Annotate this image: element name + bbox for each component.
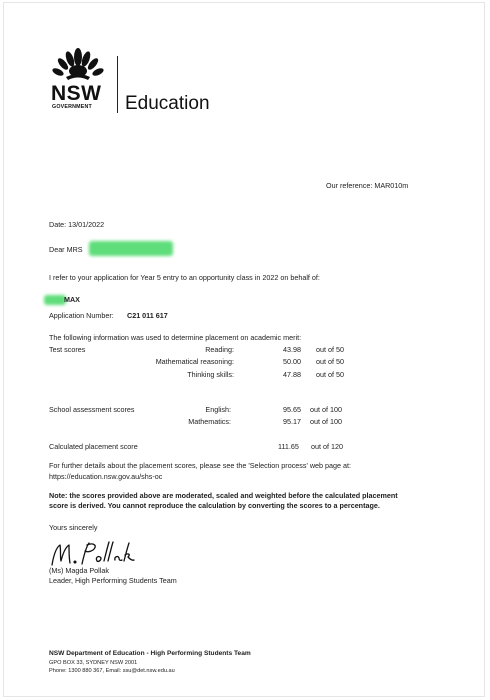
letter-page bbox=[3, 2, 485, 697]
math-reasoning-label: Mathematical reasoning: bbox=[155, 357, 234, 366]
government-wordmark: GOVERNMENT bbox=[52, 104, 92, 110]
redacted-surname bbox=[89, 241, 173, 256]
mathematics-label: Mathematics: bbox=[188, 417, 231, 426]
student-name: MAX bbox=[64, 295, 80, 304]
thinking-skills-label: Thinking skills: bbox=[187, 370, 234, 379]
footer-contact: Phone: 1300 880 367, Email: ssu@det.nsw.edu.au bbox=[49, 668, 175, 674]
test-scores-heading: Test scores bbox=[49, 345, 86, 354]
salutation: Dear MRS bbox=[49, 245, 83, 254]
letter-date: Date: 13/01/2022 bbox=[49, 220, 105, 229]
calculated-score: 111.65 bbox=[278, 442, 299, 451]
math-reasoning-out-of: out of 50 bbox=[316, 357, 344, 366]
our-reference: Our reference: MAR010m bbox=[326, 181, 409, 190]
application-number: C21 011 617 bbox=[127, 311, 168, 320]
redacted-first-name bbox=[44, 295, 66, 305]
intro-paragraph: I refer to your application for Year 5 entry to an opportunity class in 2022 on behalf of: bbox=[49, 273, 320, 282]
reading-score: 43.98 bbox=[283, 345, 301, 354]
signer-title: Leader, High Performing Students Team bbox=[49, 576, 177, 585]
calculated-label: Calculated placement score bbox=[49, 442, 138, 451]
footer-address: GPO BOX 33, SYDNEY NSW 2001 bbox=[49, 660, 138, 666]
math-reasoning-score: 50.00 bbox=[283, 357, 301, 366]
logo-divider bbox=[117, 56, 118, 113]
reading-out-of: out of 50 bbox=[316, 345, 344, 354]
handwritten-signature-icon bbox=[48, 539, 138, 569]
selection-process-link[interactable]: https://education.nsw.gov.au/shs-oc bbox=[49, 472, 163, 481]
english-score: 95.65 bbox=[283, 405, 301, 414]
nsw-wordmark: NSW bbox=[51, 82, 102, 105]
thinking-skills-score: 47.88 bbox=[283, 370, 301, 379]
footer-org: NSW Department of Education - High Performing Students Team bbox=[49, 650, 251, 657]
signer-name: (Ms) Magda Pollak bbox=[49, 566, 109, 575]
school-scores-heading: School assessment scores bbox=[49, 405, 135, 414]
mathematics-out-of: out of 100 bbox=[310, 417, 342, 426]
note-line-2: score is derived. You cannot reproduce the calculation by converting the scores to a percentage. bbox=[49, 501, 380, 510]
application-label: Application Number: bbox=[49, 311, 114, 320]
english-out-of: out of 100 bbox=[310, 405, 342, 414]
info-line: The following information was used to determine placement on academic merit: bbox=[49, 333, 302, 342]
department-name: Education bbox=[125, 93, 210, 114]
calculated-out-of: out of 120 bbox=[311, 442, 343, 451]
note-line-1: Note: the scores provided above are moderated, scaled and weighted before the calculated placement bbox=[49, 491, 398, 500]
thinking-skills-out-of: out of 50 bbox=[316, 370, 344, 379]
reading-label: Reading: bbox=[205, 345, 234, 354]
further-details-text: For further details about the placement scores, please see the 'Selection process' web page at: bbox=[49, 461, 351, 470]
mathematics-score: 95.17 bbox=[283, 417, 301, 426]
closing: Yours sincerely bbox=[49, 523, 98, 532]
english-label: English: bbox=[205, 405, 231, 414]
